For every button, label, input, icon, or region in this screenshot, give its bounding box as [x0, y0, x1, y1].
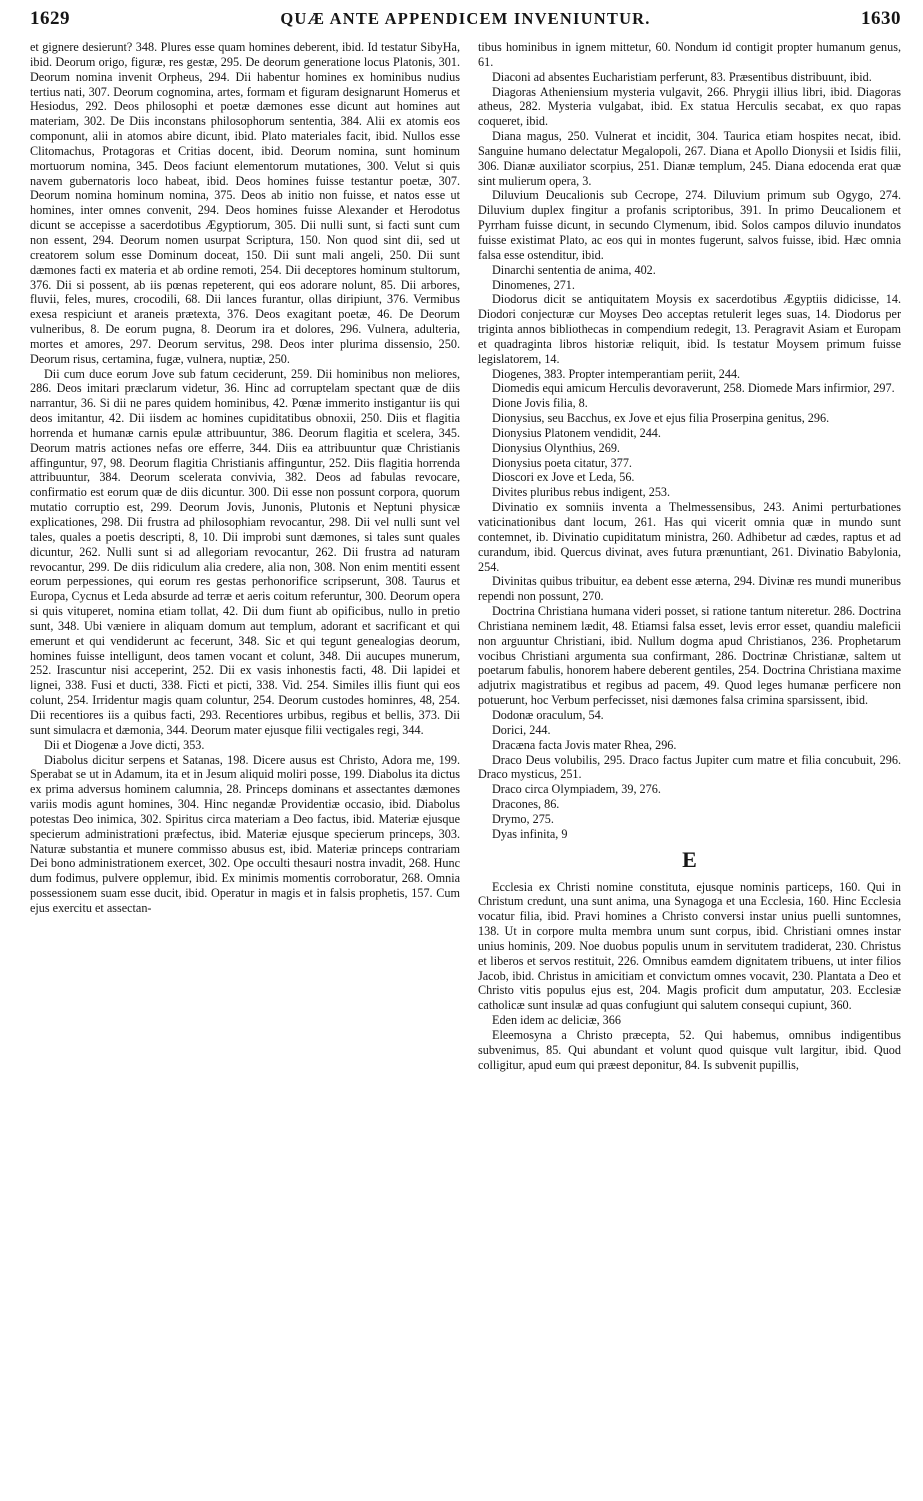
index-entry: Dii et Diogenæ a Jove dicti, 353.: [44, 737, 205, 752]
index-entry: Diodorus dicit se antiquitatem Moysis ex sacerdotibus Ægyptiis didicisse, 14. Diodori conjecturæ cur Moyses Deo acceptas retulerit leges suas, 14. Diodorus per triginta annos bibliothecas in compendium redegit, 13. Peragravit Asiam et Europam et quadraginta libros historiæ reliquit, ibid. Is testatur Moysem primum fuisse legislatorem, 14.: [478, 292, 901, 366]
index-entry: Drymo, 275.: [492, 811, 554, 826]
index-entry: Diana magus, 250. Vulnerat et incidit, 304. Taurica etiam hospites necat, ibid. Sanguine humano delectatur Megalopoli, 267. Diana et Apollo Dionysii et Isidis filii, 306. Dianæ auxiliator scorpius, 251. Dianæ templum, 245. Diana edocenda erat quæ sint mulierum opera, 3.: [478, 129, 901, 188]
index-entry: Ecclesia ex Christi nomine constituta, ejusque nominis particeps, 160. Qui in Christum credunt, una sunt anima, una Synagoga et una Ecclesia, 160. Hinc Ecclesia vocatur filia, ibid. Pravi homines a Christo conversi instar unius puelli suntomnes, 138. Ut in corpore multa membra unum sunt corpus, ibid. Christiani omnes instar unius hominis, 209. Noe duobus populis unum in servitutem tradiderat, 230. Christus et liberos et servos restituit, 226. Omnibus eamdem dignitatem tribuens, ut inter filios Jacob, ibid. Christus in amicitiam et convictum omnes vocavit, 230. Plantata a Deo et Christo vitis populus ejus est, 204. Magis proficit dum amputatur, 203. Ecclesiæ catholicæ sunt insulæ ad quas confugiunt qui salutem consequi cupiunt, 360.: [478, 879, 901, 1013]
index-entry: Dodonæ oraculum, 54.: [492, 707, 604, 722]
index-entry: Diogenes, 383. Propter intemperantiam periit, 244.: [492, 366, 741, 381]
index-entry: Dyas infinita, 9: [492, 826, 568, 841]
index-entry: Dinarchi sententia de anima, 402.: [492, 262, 656, 277]
index-entry: Dorici, 244.: [492, 722, 551, 737]
index-entry: Dione Jovis filia, 8.: [492, 396, 588, 411]
index-entry: Divinatio ex somniis inventa a Thelmessensibus, 243. Animi perturbationes vaticinationibus dant locum, 261. Has qui vicerit omnia quæ in mundo sunt contemnet, ib. Divinatio cupiditatum ministra, 260. Adhibetur ad cædes, raptus et ad curandum, ibid. Quercus divinat, aves futura prænuntiant, 261. Divinatio Babylonia, 254.: [478, 500, 901, 574]
index-entry: Diabolus dicitur serpens et Satanas, 198. Dicere ausus est Christo, Adora me, 199. Sperabat se ut in Adamum, ita et in Jesum aliquid moliri posse, 199. Diabolus ita dictus ex prima adversus hominem calumnia, 28. Princeps dominans et assectantes dæmones variis modis agunt homines, 304. Hinc negandæ Providentiæ occasio, ibid. Diabolus potestas Deo inimica, 302. Spiritus circa materiam a Deo factus, ibid. Materiæ ejusque specierum administrationi præfectus, ibid. Materiæ ejusque specierum princeps, 303. Naturæ substantia et munere commisso abusus est, ibid. Materiæ princeps contrariam Dei bono administrationem exercet, 302. Ope occulti thesauri nostra invadit, 268. Hunc dum fodimus, pulvere opplemur, ibid. Ex minimis momentis corroboratur, 268. Omnia possessionem suam esse ducit, ibid. Operatur in magis et in falsis prophetis, 157. Cum ejus exercitu et assectan-: [30, 752, 460, 915]
running-title: QUÆ ANTE APPENDICEM INVENIUNTUR.: [280, 9, 651, 28]
index-entry: Diomedis equi amicum Herculis devoraverunt, 258. Diomede Mars infirmior, 297.: [492, 381, 895, 396]
index-entry: Dinomenes, 271.: [492, 277, 575, 292]
index-column-left: [30, 40, 460, 1495]
index-entry: Diagoras Atheniensium mysteria vulgavit, 266. Phrygii illius libri, ibid. Diagoras atheus, 282. Mysteria vulgabat, ibid. Ex statua Herculis secabat, ex quo rapas coqueret, ibid.: [478, 84, 901, 129]
index-entry: Draco Deus volubilis, 295. Draco factus Jupiter cum matre et filia concubuit, 296. Draco mysticus, 251.: [478, 752, 901, 782]
page-number-left: 1629: [30, 8, 70, 29]
index-column-right: [478, 40, 901, 1495]
index-entry: et gignere desierunt? 348. Plures esse quam homines deberent, ibid. Id testatur SibyHa, ibid. Deorum origo, figuræ, res gestæ, 295. De deorum generatione locus Platonis, 301. Deorum nomina invenit Orpheus, 294. Dii habentur homines ex hominibus nudius tertius nati, 307. Deorum cognomina, artes, formam et figuram designarunt Homerus et Hesiodus, 292. Deos philosophi et poetæ dæmones esse dicunt aut homines aut materiam, 302. De Diis inconstans philosophorum sententia, 384. Alii ex atomis eos componunt, alii in atomos abire dicunt, ibid. Plato materiales facit, ibid. Nullos esse Clitomachus, Protagoras et Critias docent, ibid. Deorum nomina, sunt hominum mortuorum nomina, 345. Deos faciunt elementorum mutationes, 300. Velut si quis navem gubernatoris loco habeat, ibid. Deos homines fuisse testantur poetæ, 307. Deorum nomina hominum nomina, 375. Deos ab initio non fuisse, et natos esse ut homines, inter omnes convenit, 294. Deos homines fuisse Alexander et Herodotus dicunt se accepisse a sacerdotibus Ægyptiorum, 305. Dii nulli sunt, si facti sunt cum non essent, 294. Deorum nomen usurpat Scriptura, 150. Non quod sint dii, sed ut creatorem solum esse Dominum doceat, 150. Dii sunt mali angeli, 250. Dii sunt dæmones facti ex materia et ab ordine remoti, 254. Dii deceptores hominum stultorum, 376. Dii si possent, ab iis pœnas repeterent, qui eos adorare nolunt, 85. Dii arbores, fluvii, feles, mures, crocodili, 68. Dii lances furantur, ollas diripiunt, 376. Vermibus exesa respiciunt et araneis prætexta, 376. Deos exagitant poetæ, 46. De Deorum vulneribus, 8. De eorum pugna, 8. Deorum ira et dolores, 296. Vulnera, adulteria, mortes et amores, 297. Deorum servitus, 298. Deos inter plurima dissensio, 250. Deorum risus, certamina, fugæ, vulnera, nuptiæ, 250.: [30, 40, 460, 366]
index-entry: Diaconi ad absentes Eucharistiam perferunt, 83. Præsentibus distribuunt, ibid.: [492, 69, 872, 84]
index-entry: tibus hominibus in ignem mittetur, 60. Nondum id contigit propter humanum genus, 61.: [478, 40, 901, 69]
index-entry: Draco circa Olympiadem, 39, 276.: [492, 782, 661, 797]
index-entry: Dionysius, seu Bacchus, ex Jove et ejus filia Proserpina genitus, 296.: [492, 411, 830, 426]
index-entry: Dioscori ex Jove et Leda, 56.: [492, 470, 635, 485]
index-entry: Dionysius poeta citatur, 377.: [492, 455, 632, 470]
running-header: [30, 8, 901, 38]
index-entry: Eden idem ac deliciæ, 366: [492, 1013, 621, 1028]
index-entry: Diluvium Deucalionis sub Cecrope, 274. Diluvium primum sub Ogygo, 274. Diluvium duplex fingitur a profanis scriptoribus, 391. In primo Deucalionem et Pyrrham fuisse dicunt, in secundo Clymenum, ibid. Solos campos diluvio inundatos fuisse existimat Plato, ac eos qui in montes fugerunt, salvos fuisse, ibid. Hæc omnia falsa esse ostenditur, ibid.: [478, 188, 901, 262]
index-entry: Eleemosyna a Christo præcepta, 52. Qui habemus, omnibus indigentibus subvenimus, 85. Qui abundant et volunt quod quisque vult largitur, ibid. Quod colligitur, apud eum qui præest deponitur, 84. Is subvenit pupillis,: [478, 1028, 901, 1072]
index-entry: Divites pluribus rebus indigent, 253.: [492, 485, 671, 500]
index-entry: Divinitas quibus tribuitur, ea debent esse æterna, 294. Divinæ res mundi muneribus rependi non possunt, 270.: [478, 574, 901, 604]
index-entry: Dracones, 86.: [492, 797, 560, 812]
index-entry: Dracæna facta Jovis mater Rhea, 296.: [492, 737, 677, 752]
index-entry: Dionysius Olynthius, 269.: [492, 440, 620, 455]
index-entry: Dionysius Platonem vendidit, 244.: [492, 425, 661, 440]
page-number-right: 1630: [861, 8, 901, 29]
section-letter-heading: E: [682, 846, 697, 872]
index-entry: Doctrina Christiana humana videri posset, si ratione tantum niteretur. 286. Doctrina Christiana neminem lædit, 48. Etiamsi falsa esset, levis error esset, quandiu maleficii non arguuntur Christiani, ibid. Nullum dogma apud Christianos, 236. Prophetarum vocibus Christiani argumenta sua confirmant, 286. Doctrinæ Christianæ, saltem ut poetarum fabulis, honorem habere deberent gentiles, 254. Doctrina Christiana maxime adjutrix magistratibus et regibus ad pacem, 49. Quod leges humanæ perficere non potuerunt, hoc Verbum perfecisset, nisi dæmones falsa crimina sparsissent, ibid.: [478, 604, 901, 708]
index-entry: Dii cum duce eorum Jove sub fatum ceciderunt, 259. Dii hominibus non meliores, 286. Deos imitari præclarum videtur, 36. Hinc ad corruptelam spectant quæ de diis narrantur, 36. Si dii ne pares quidem hominibus, 42. Pœnæ immerito instigantur iis qui deos imitantur, 42. Dii iisdem ac homines cupiditatibus obnoxii, 250. Diis et flagitia horrenda et humanæ carnis epulæ attribuuntur, 386. Deorum flagitia et scelera, 345. Deorum matris actiones nefas ore efferre, 344. Diis ea attribuuntur quæ Christianis affinguntur, 97, 98. Deorum flagitia Christianis affinguntur, 252. Diis flagitia horrenda attribuuntur, 384. Deorum scelerata convivia, 382. Deos ad fabulas revocare, confirmatio est eorum quæ de diis dicuntur. 300. Dii esse non possunt corpora, quorum mutatio corruptio est, 299. Deorum Jovis, Junonis, Plutonis et Neptuni physicæ explicationes, 298. Dii frustra ad philosophiam revocantur, 298. Dii vel nulli sunt vel tales, quales a poetis descripti, 8, 10. Dii improbi sunt dæmones, si tales sunt quales dicuntur, 262. Nulli sunt si ad allegoriam revocantur, 262. Dii frustra ad naturam revocantur, 299. De diis ridiculum alia credere, alia non, 308. Non enim mentiti essent eorum perpessiones, qui eorum res gestas perhonorifice scripserunt, 308. Taurus et Europa, Cycnus et Leda absurde ad terræ et aeris coitum referuntur, 300. Deorum opera si quis vituperet, nomina etiam tollat, 42. Dii dum fiunt ab opificibus, nullo in pretio sunt, 348. Ubi væniere in aliquam domum aut templum, adorant et sacrificant et qui emerunt et qui vendiderunt ac fecerunt, 348. Sic et qui tegunt genealogias deorum, homines fuisse intelligunt, deos tamen vocant et colunt, 348. Dii aucupes munerum, 252. Irascuntur nisi acceperint, 252. Dii ex vasis inhonestis facti, 48. Dii lapidei et lignei, 338. Fusi et ducti, 338. Ficti et picti, 338. Vid. 254. Similes illis fiunt qui eos colunt, 254. Irridentur magis quam coluntur, 254. Deorum custodes hominres, 48, 254. Dii recentiores iis a quibus facti, 293. Recentiores urbibus, regibus et bellis, 373. Dii sunt simulacra et dæmonia, 344. Deorum mater ejusque filii vectigales regi, 344.: [30, 366, 460, 737]
